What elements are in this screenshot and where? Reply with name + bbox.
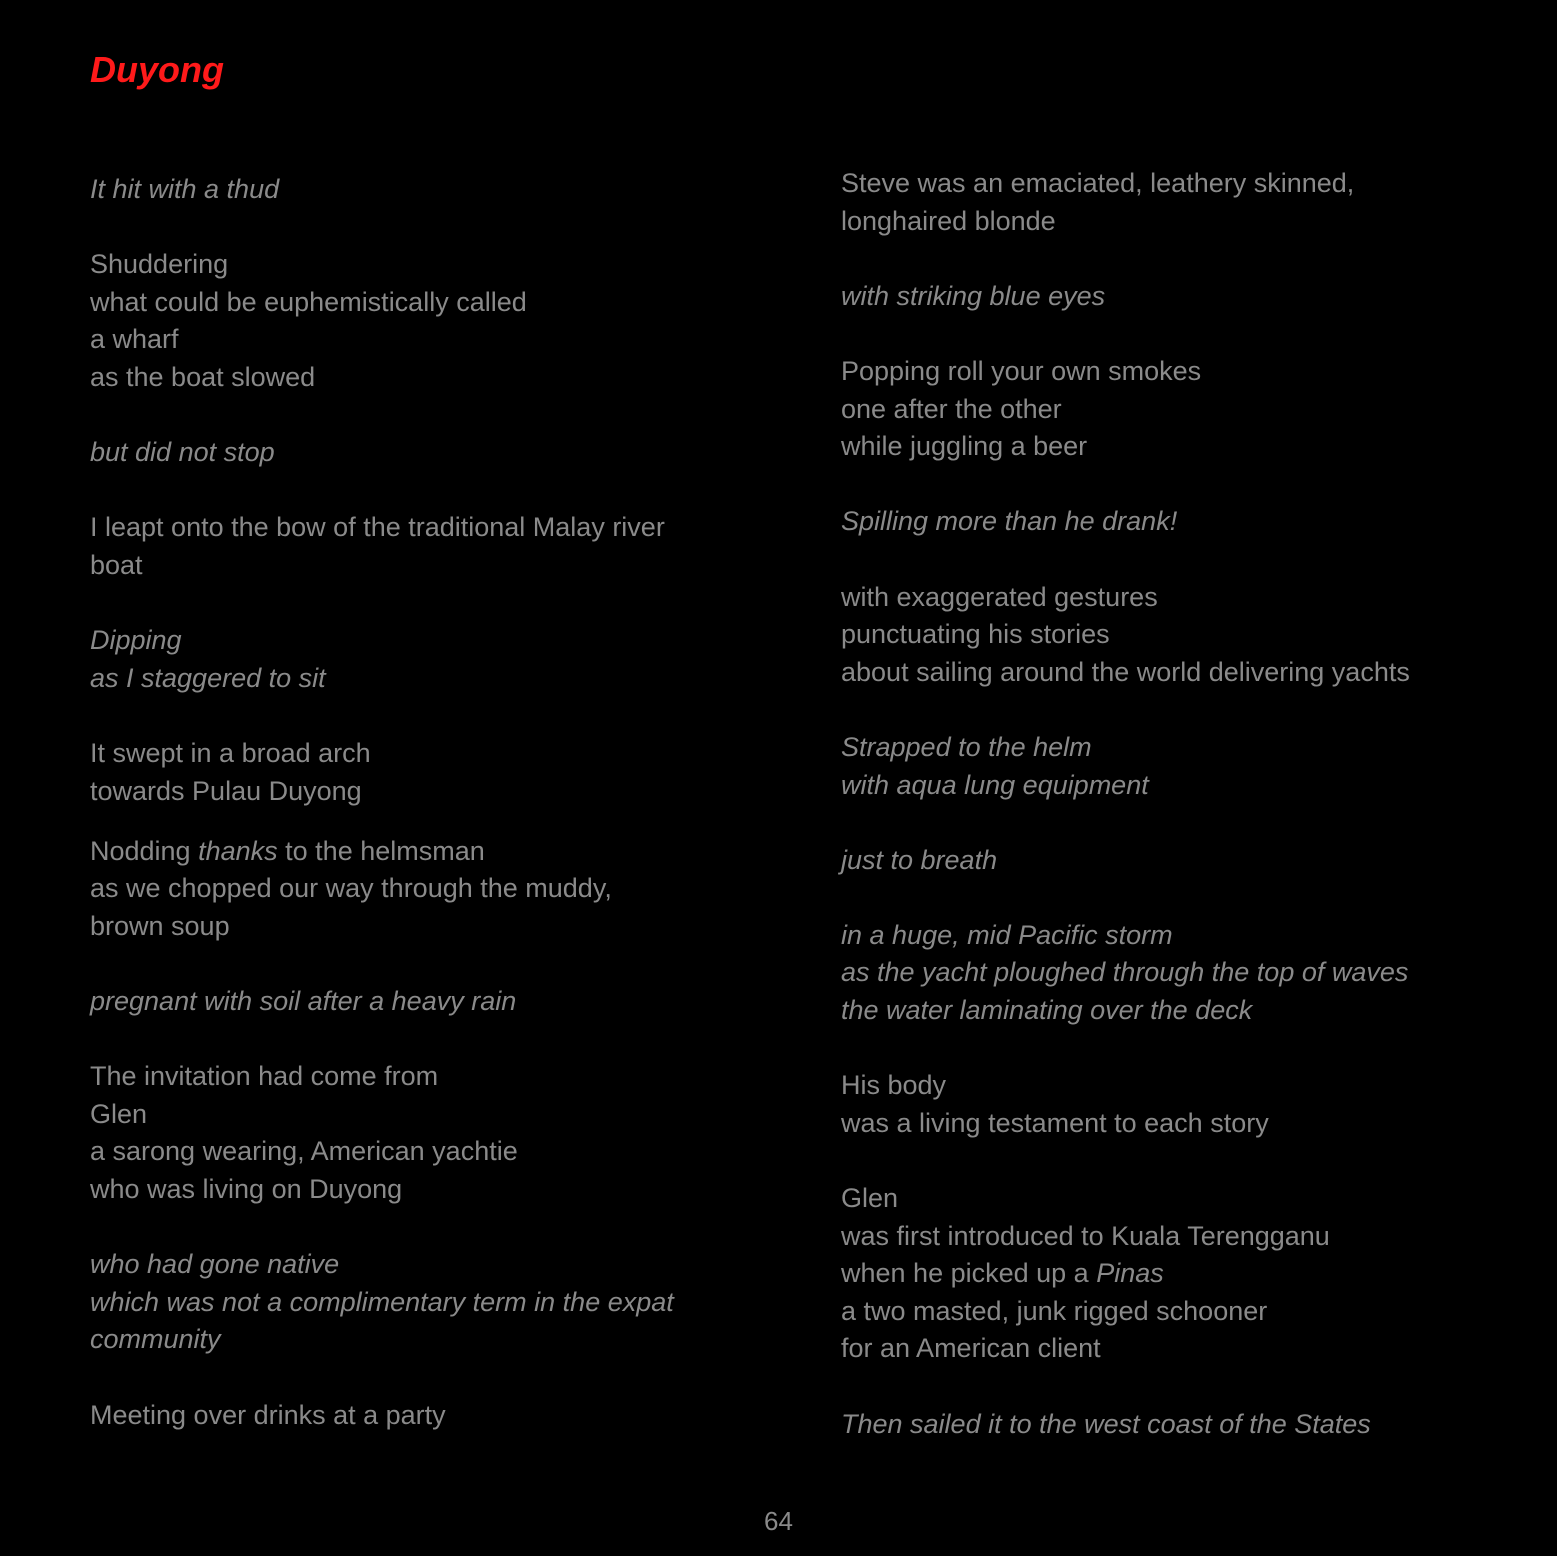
stanza bbox=[841, 503, 1521, 541]
stanza bbox=[90, 622, 750, 697]
poem-line: which was not a complimentary term in the expat bbox=[90, 1286, 674, 1317]
poem-line: Shuddering bbox=[90, 249, 229, 280]
poem-line: Meeting over drinks at a party bbox=[90, 1399, 446, 1430]
stanza bbox=[90, 1058, 750, 1208]
stanza bbox=[90, 171, 750, 209]
page-title: Duyong bbox=[90, 49, 224, 90]
poem-line: with aqua lung equipment bbox=[841, 769, 1149, 800]
poem-line: one after the other bbox=[841, 393, 1062, 424]
poem-line: with exaggerated gestures bbox=[841, 581, 1158, 612]
poem-line: as I staggered to sit bbox=[90, 662, 326, 693]
poem-line bbox=[90, 833, 750, 871]
stanza bbox=[841, 278, 1521, 316]
poem-line-part: Nodding bbox=[90, 835, 199, 866]
poem-line: was first introduced to Kuala Terengganu bbox=[841, 1220, 1330, 1251]
poem-line: for an American client bbox=[841, 1333, 1101, 1364]
emphasis-text: thanks bbox=[198, 835, 278, 866]
poem-line: just to breath bbox=[841, 844, 998, 875]
stanza bbox=[90, 509, 750, 584]
poem-line: who had gone native bbox=[90, 1249, 340, 1280]
poem-line: but did not stop bbox=[90, 437, 275, 468]
poem-line: Steve was an emaciated, leathery skinned, bbox=[841, 168, 1355, 198]
stanza bbox=[841, 917, 1521, 1030]
poem-line: Popping roll your own smokes bbox=[841, 355, 1202, 386]
stanza bbox=[841, 165, 1521, 240]
poem-line: a sarong wearing, American yachtie bbox=[90, 1136, 518, 1167]
poem-line: It swept in a broad arch bbox=[90, 737, 371, 768]
poem-line: Spilling more than he drank! bbox=[841, 506, 1178, 537]
poem-line: Dipping bbox=[90, 625, 182, 656]
poem-line: pregnant with soil after a heavy rain bbox=[90, 986, 517, 1017]
poem-line: It hit with a thud bbox=[90, 174, 280, 204]
poem-line: was a living testament to each story bbox=[841, 1107, 1269, 1138]
poem-line: brown soup bbox=[90, 910, 230, 941]
poem-line: community bbox=[90, 1324, 221, 1355]
poem-line: who was living on Duyong bbox=[90, 1174, 403, 1205]
poem-line: Glen bbox=[841, 1183, 899, 1214]
poem-line: towards Pulau Duyong bbox=[90, 775, 362, 806]
poem-line: Strapped to the helm bbox=[841, 731, 1092, 762]
poem-line: while juggling a beer bbox=[841, 431, 1088, 462]
poem-left-column bbox=[90, 165, 750, 1472]
stanza bbox=[90, 735, 750, 810]
poem-line: a two masted, junk rigged schooner bbox=[841, 1295, 1268, 1326]
poem-line-part: when he picked up a bbox=[841, 1258, 1097, 1289]
poem-line: in a huge, mid Pacific storm bbox=[841, 919, 1173, 950]
poem-right-column bbox=[841, 165, 1521, 1481]
poem-line: The invitation had come from bbox=[90, 1061, 439, 1092]
stanza bbox=[841, 353, 1521, 466]
poem-line: Then sailed it to the west coast of the States bbox=[841, 1408, 1371, 1439]
stanza bbox=[90, 434, 750, 472]
poem-line: Glen bbox=[90, 1098, 148, 1129]
poem-line: longhaired blonde bbox=[841, 205, 1056, 236]
stanza bbox=[90, 246, 750, 396]
poem-line bbox=[841, 1255, 1521, 1293]
poem-line: what could be euphemistically called bbox=[90, 286, 527, 317]
poem-line: as we chopped our way through the muddy, bbox=[90, 873, 612, 904]
stanza bbox=[90, 1397, 750, 1435]
poem-line: boat bbox=[90, 549, 143, 580]
poem-line-part: to the helmsman bbox=[277, 835, 485, 866]
stanza bbox=[90, 833, 750, 946]
poem-line: the water laminating over the deck bbox=[841, 995, 1253, 1026]
emphasis-text: Pinas bbox=[1096, 1258, 1164, 1289]
page-number: 64 bbox=[764, 1506, 793, 1536]
stanza bbox=[90, 1246, 750, 1359]
stanza bbox=[841, 1067, 1521, 1142]
stanza bbox=[841, 1406, 1521, 1444]
poem-line: a wharf bbox=[90, 324, 179, 355]
stanza bbox=[841, 729, 1521, 804]
poem-line: as the boat slowed bbox=[90, 361, 316, 392]
poem-line: His body bbox=[841, 1070, 947, 1101]
poem-line: as the yacht ploughed through the top of waves bbox=[841, 957, 1409, 988]
poem-line: punctuating his stories bbox=[841, 619, 1110, 650]
stanza bbox=[841, 579, 1521, 692]
stanza bbox=[841, 1180, 1521, 1368]
stanza bbox=[841, 842, 1521, 880]
stanza bbox=[90, 983, 750, 1021]
poem-line: I leapt onto the bow of the traditional Malay river bbox=[90, 512, 665, 543]
poem-line: with striking blue eyes bbox=[841, 280, 1106, 311]
poem-line: about sailing around the world delivering yachts bbox=[841, 656, 1410, 687]
